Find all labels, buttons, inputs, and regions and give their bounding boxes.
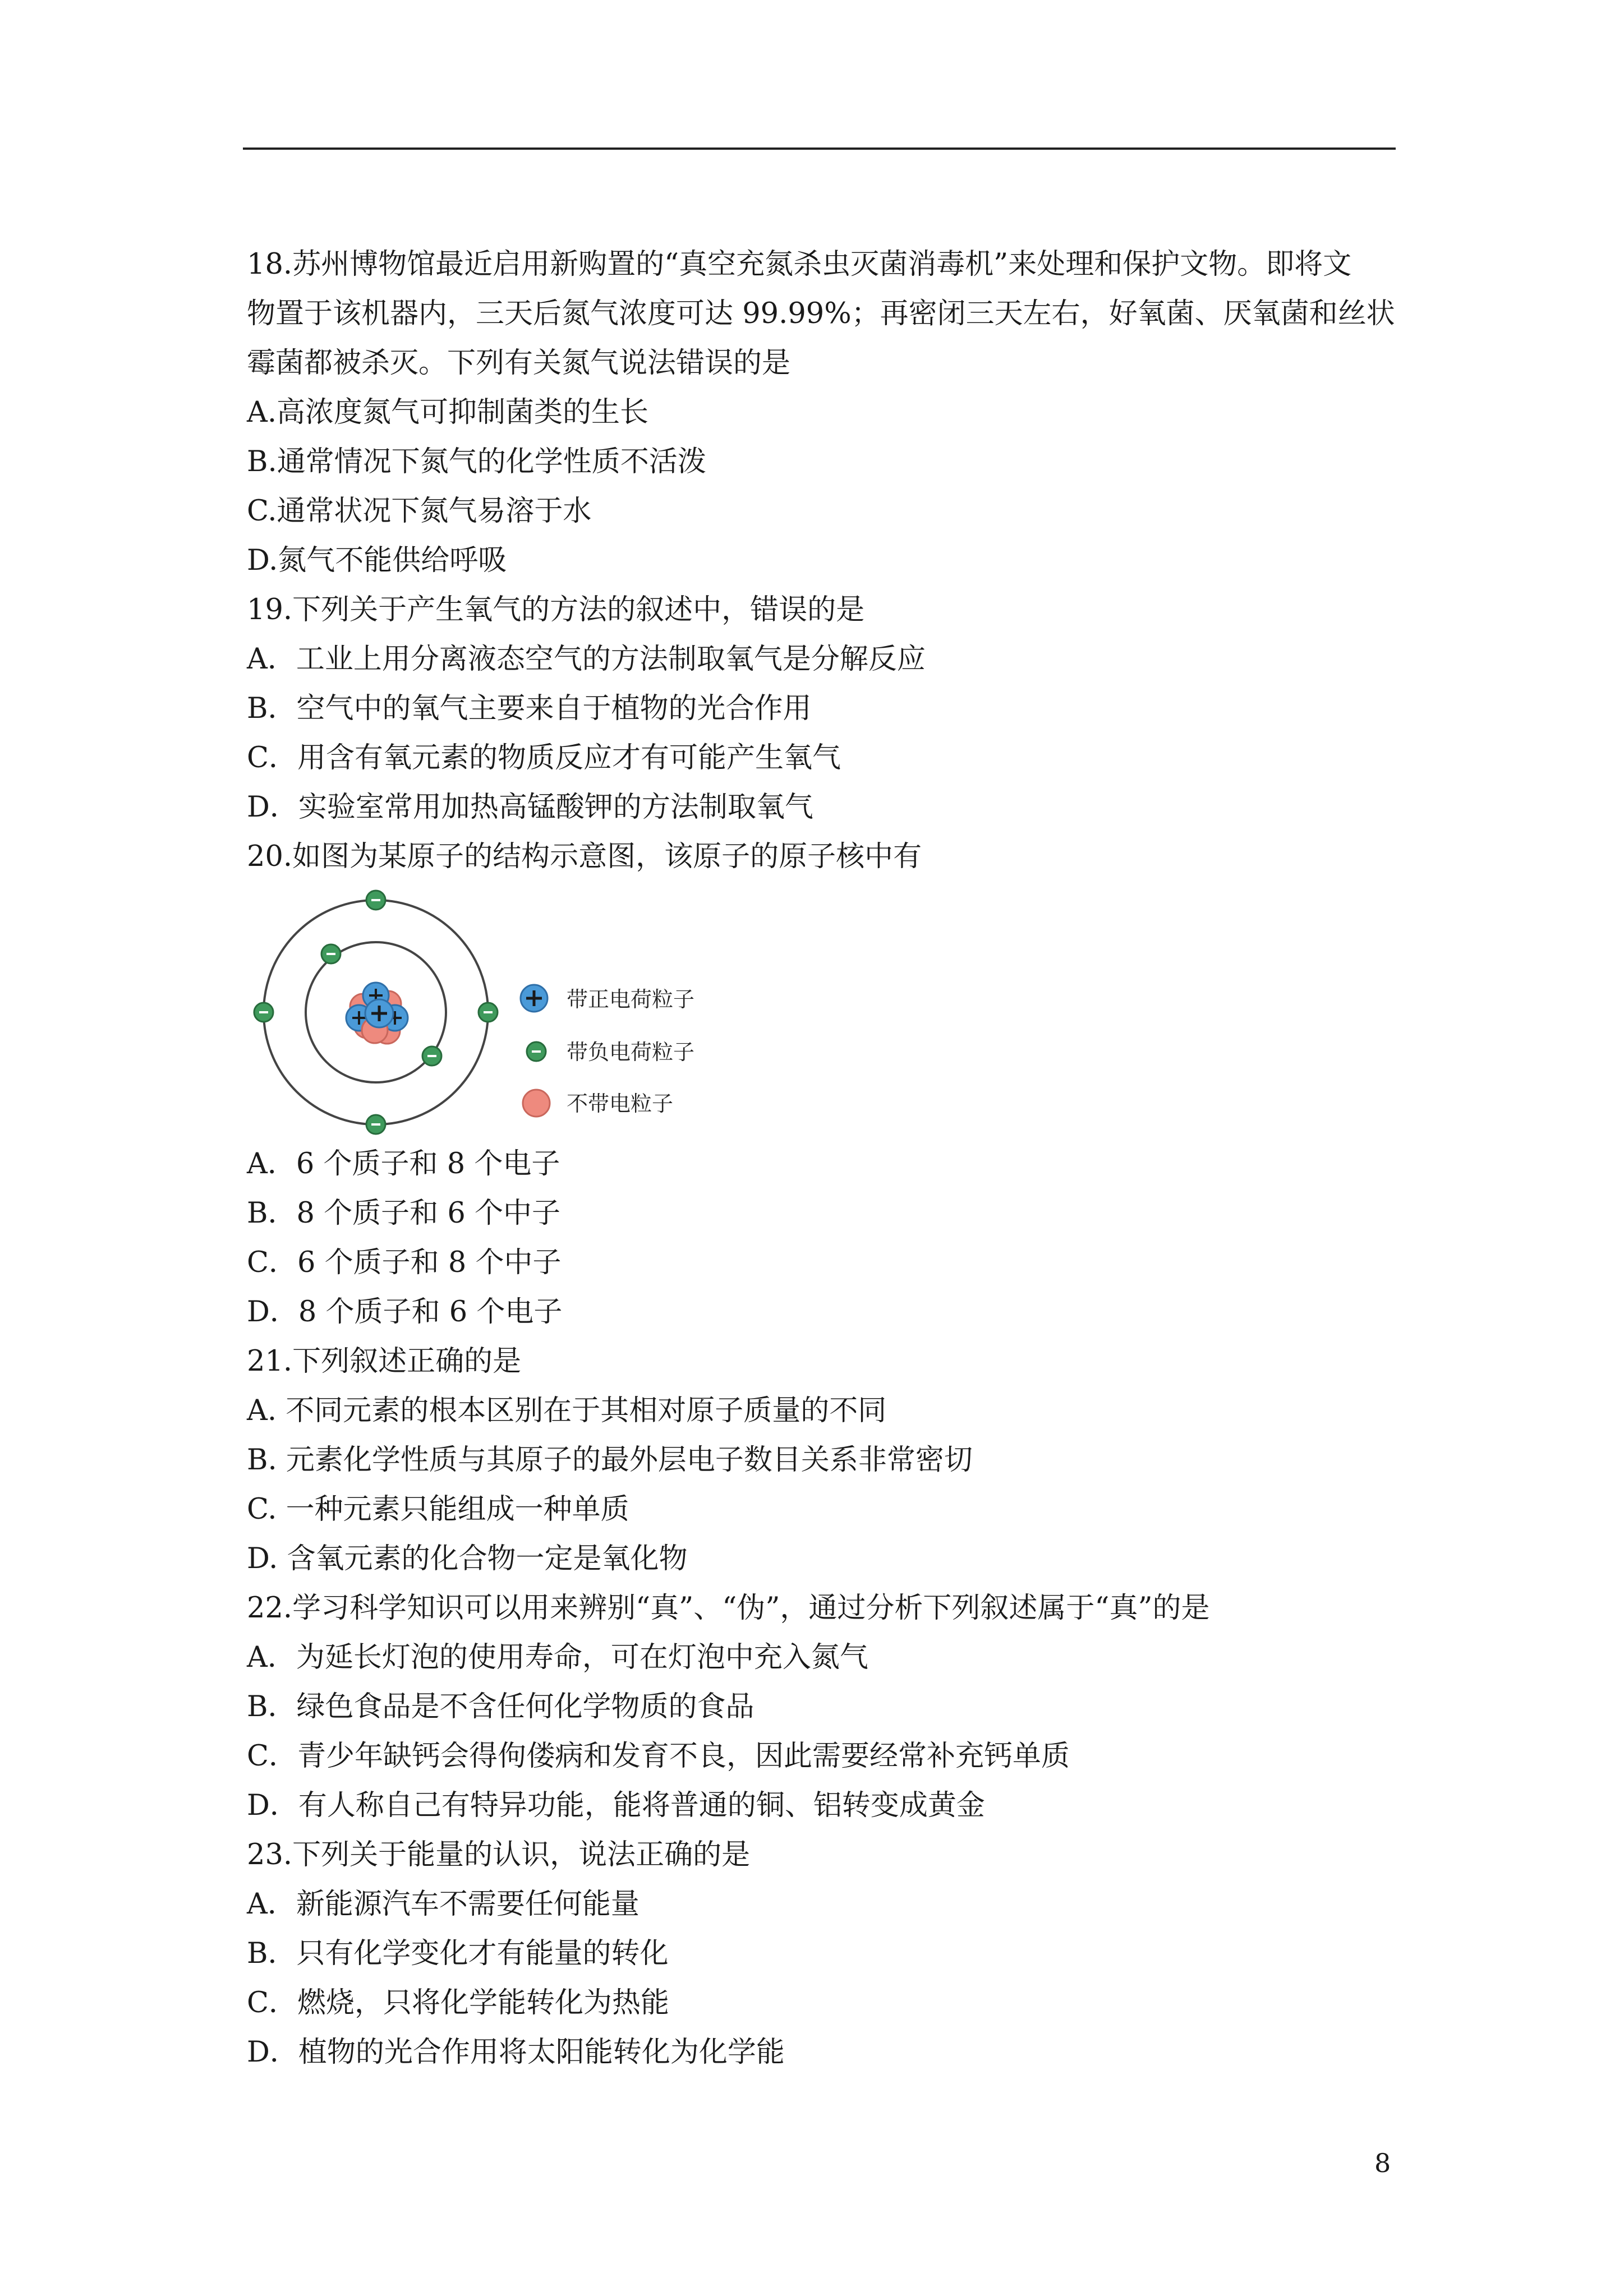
option-b: B．只有化学变化才有能量的转化 (247, 1937, 669, 1970)
option-d: D．实验室常用加热高锰酸钾的方法制取氧气 (247, 791, 813, 824)
legend-neutral-label: 不带电粒子 (567, 1091, 674, 1116)
question-stem-line: 物置于该机器内，三天后氮气浓度可达 99.99%；再密闭三天左右，好氧菌、厌氧菌和丝状 (247, 297, 1395, 330)
question-21 (247, 1337, 1397, 1584)
electron (321, 944, 341, 963)
page-number: 8 (1374, 2148, 1391, 2178)
legend-positive-label: 带正电荷粒子 (567, 987, 695, 1012)
option-d: D.氮气不能供给呼吸 (247, 544, 507, 577)
option-c: C. 一种元素只能组成一种单质 (247, 1493, 629, 1526)
legend-negative-icon (527, 1042, 546, 1061)
option-b: B．8 个质子和 6 个中子 (247, 1197, 561, 1230)
atom-structure-diagram (247, 883, 718, 1141)
question-stem-line: 20.如图为某原子的结构示意图，该原子的原子核中有 (247, 840, 922, 873)
option-c: C.通常状况下氮气易溶于水 (247, 495, 592, 528)
question-20 (247, 832, 1397, 882)
electron (366, 1115, 385, 1134)
option-d: D. 含氧元素的化合物一定是氧化物 (247, 1542, 688, 1575)
question-stem-line: 22.学习科学知识可以用来辨别“真”、“伪”，通过分析下列叙述属于“真”的是 (247, 1592, 1210, 1625)
question-22 (247, 1584, 1397, 1831)
question-stem-line: 19.下列关于产生氧气的方法的叙述中，错误的是 (247, 593, 865, 626)
option-a: A．为延长灯泡的使用寿命，可在灯泡中充入氮气 (247, 1641, 868, 1674)
legend-negative-label: 带负电荷粒子 (567, 1040, 695, 1064)
option-b: B．空气中的氧气主要来自于植物的光合作用 (247, 692, 812, 725)
question-stem-line: 霉菌都被杀灭。下列有关氮气说法错误的是 (247, 347, 791, 380)
question-stem-line: 21.下列叙述正确的是 (247, 1345, 522, 1378)
header-rule (243, 147, 1396, 150)
question-stem-line: 18.苏州博物馆最近启用新购置的“真空充氮杀虫灭菌消毒机”来处理和保护文物。即将文 (247, 248, 1352, 281)
option-a: A．工业上用分离液态空气的方法制取氧气是分解反应 (247, 643, 926, 676)
question-19 (247, 585, 1397, 832)
option-d: D．8 个质子和 6 个电子 (247, 1295, 563, 1329)
option-d: D．植物的光合作用将太阳能转化为化学能 (247, 2036, 785, 2069)
electron (422, 1046, 441, 1066)
option-c: C．青少年缺钙会得佝偻病和发育不良，因此需要经常补充钙单质 (247, 1740, 1070, 1773)
option-c: C．用含有氧元素的物质反应才有可能产生氧气 (247, 741, 841, 774)
electron (479, 1003, 498, 1022)
option-a: A．6 个质子和 8 个电子 (247, 1147, 560, 1181)
option-a: A. 不同元素的根本区别在于其相对原子质量的不同 (247, 1394, 887, 1427)
electron (254, 1003, 273, 1022)
question-18 (247, 240, 1397, 585)
option-b: B. 元素化学性质与其原子的最外层电子数目关系非常密切 (247, 1444, 973, 1477)
option-d: D．有人称自己有特异功能，能将普通的铜、铝转变成黄金 (247, 1789, 985, 1822)
electron (366, 891, 385, 910)
option-c: C．燃烧，只将化学能转化为热能 (247, 1986, 670, 2020)
legend-positive-icon (521, 985, 548, 1012)
option-a: A.高浓度氮气可抑制菌类的生长 (247, 396, 649, 429)
option-a: A．新能源汽车不需要任何能量 (247, 1888, 640, 1921)
option-b: B．绿色食品是不含任何化学物质的食品 (247, 1690, 755, 1723)
legend (521, 985, 694, 1117)
question-23 (247, 1831, 1397, 2077)
option-b: B.通常情况下氮气的化学性质不活泼 (247, 445, 706, 478)
question-20-options (247, 1140, 1397, 1337)
question-stem-line: 23.下列关于能量的认识，说法正确的是 (247, 1838, 751, 1871)
nucleus (346, 983, 408, 1044)
option-c: C．6 个质子和 8 个中子 (247, 1246, 562, 1279)
legend-neutral-icon (523, 1090, 550, 1117)
proton (365, 999, 393, 1027)
